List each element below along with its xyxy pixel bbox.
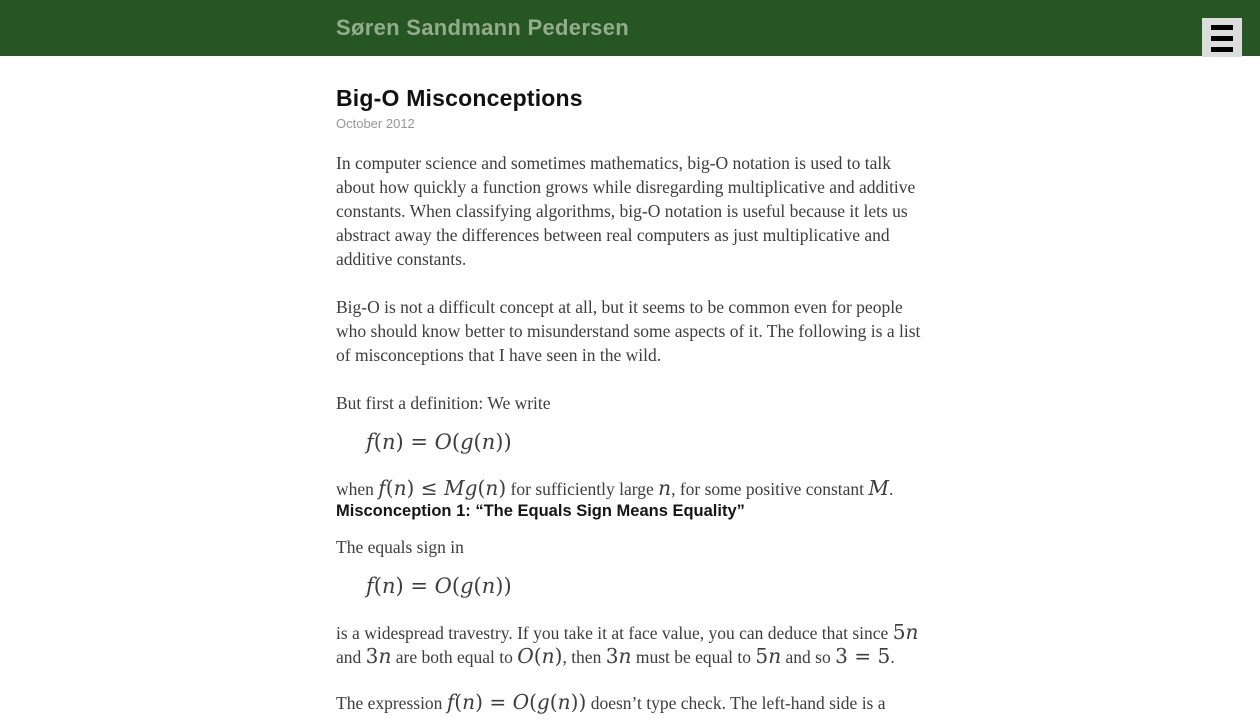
inline-math: f(n) = O(g(n)) <box>366 574 512 598</box>
hamburger-bar <box>1211 36 1233 41</box>
inline-math: 3n <box>605 644 632 668</box>
paragraph-definition-lead: But first a definition: We write <box>336 393 551 413</box>
paragraph-definition: when f(n) ≤ Mg(n) for sufficiently large n, for some positive constant M. <box>336 476 894 500</box>
paragraph-misconceptions: Big-O is not a difficult concept at all, but it seems to be common even for people who should know better to misunderstand some aspects of it. The following is a list of misconceptions that I have seen in the wild. <box>336 297 921 365</box>
hamburger-bar <box>1211 25 1233 30</box>
post-date: October 2012 <box>336 116 415 131</box>
post-title: Big-O Misconceptions <box>336 85 583 111</box>
inline-math: 3n <box>365 644 392 668</box>
display-formula-definition <box>336 429 924 455</box>
paragraph-intro: In computer science and sometimes mathematics, big-O notation is used to talk about how quickly a function grows while disregarding multiplicative and additive constants. When classifying algorithms, big-O notation is useful because it lets us abstract away the differences between real computers as just multiplicative and additive constants. <box>336 153 916 269</box>
article <box>336 56 924 715</box>
inline-math: O(n) <box>517 644 563 668</box>
paragraph-travesty: is a widespread travestry. If you take it at face value, you can deduce that since 5n and 3n are both equal to O(n), then 3n must be equal to 5n and so 3 = 5. <box>336 620 919 668</box>
inline-math: f(n) = O(g(n)) <box>446 690 587 714</box>
hamburger-bar <box>1211 47 1233 52</box>
hamburger-icon <box>1202 18 1242 57</box>
inline-math: n <box>658 476 672 500</box>
paragraph-equals-sign: The equals sign in <box>336 537 464 557</box>
menu-button[interactable] <box>1202 18 1242 57</box>
inline-math: f(n) = O(g(n)) <box>366 430 512 454</box>
paragraph-type-check: The expression f(n) = O(g(n)) doesn’t type check. The left-hand side is a <box>336 690 886 714</box>
section-heading-misconception-1: Misconception 1: “The Equals Sign Means Equality” <box>336 502 745 520</box>
site-header <box>0 0 1260 56</box>
display-formula-equals <box>336 573 924 599</box>
inline-math: 5n <box>755 644 782 668</box>
inline-math: 3 = 5 <box>835 644 891 668</box>
inline-math: 5n <box>892 620 919 644</box>
inline-math: f(n) ≤ Mg(n) <box>378 476 507 500</box>
site-title-link[interactable]: Søren Sandmann Pedersen <box>336 15 629 40</box>
inline-math: M <box>868 476 889 500</box>
header-inner <box>336 0 924 56</box>
